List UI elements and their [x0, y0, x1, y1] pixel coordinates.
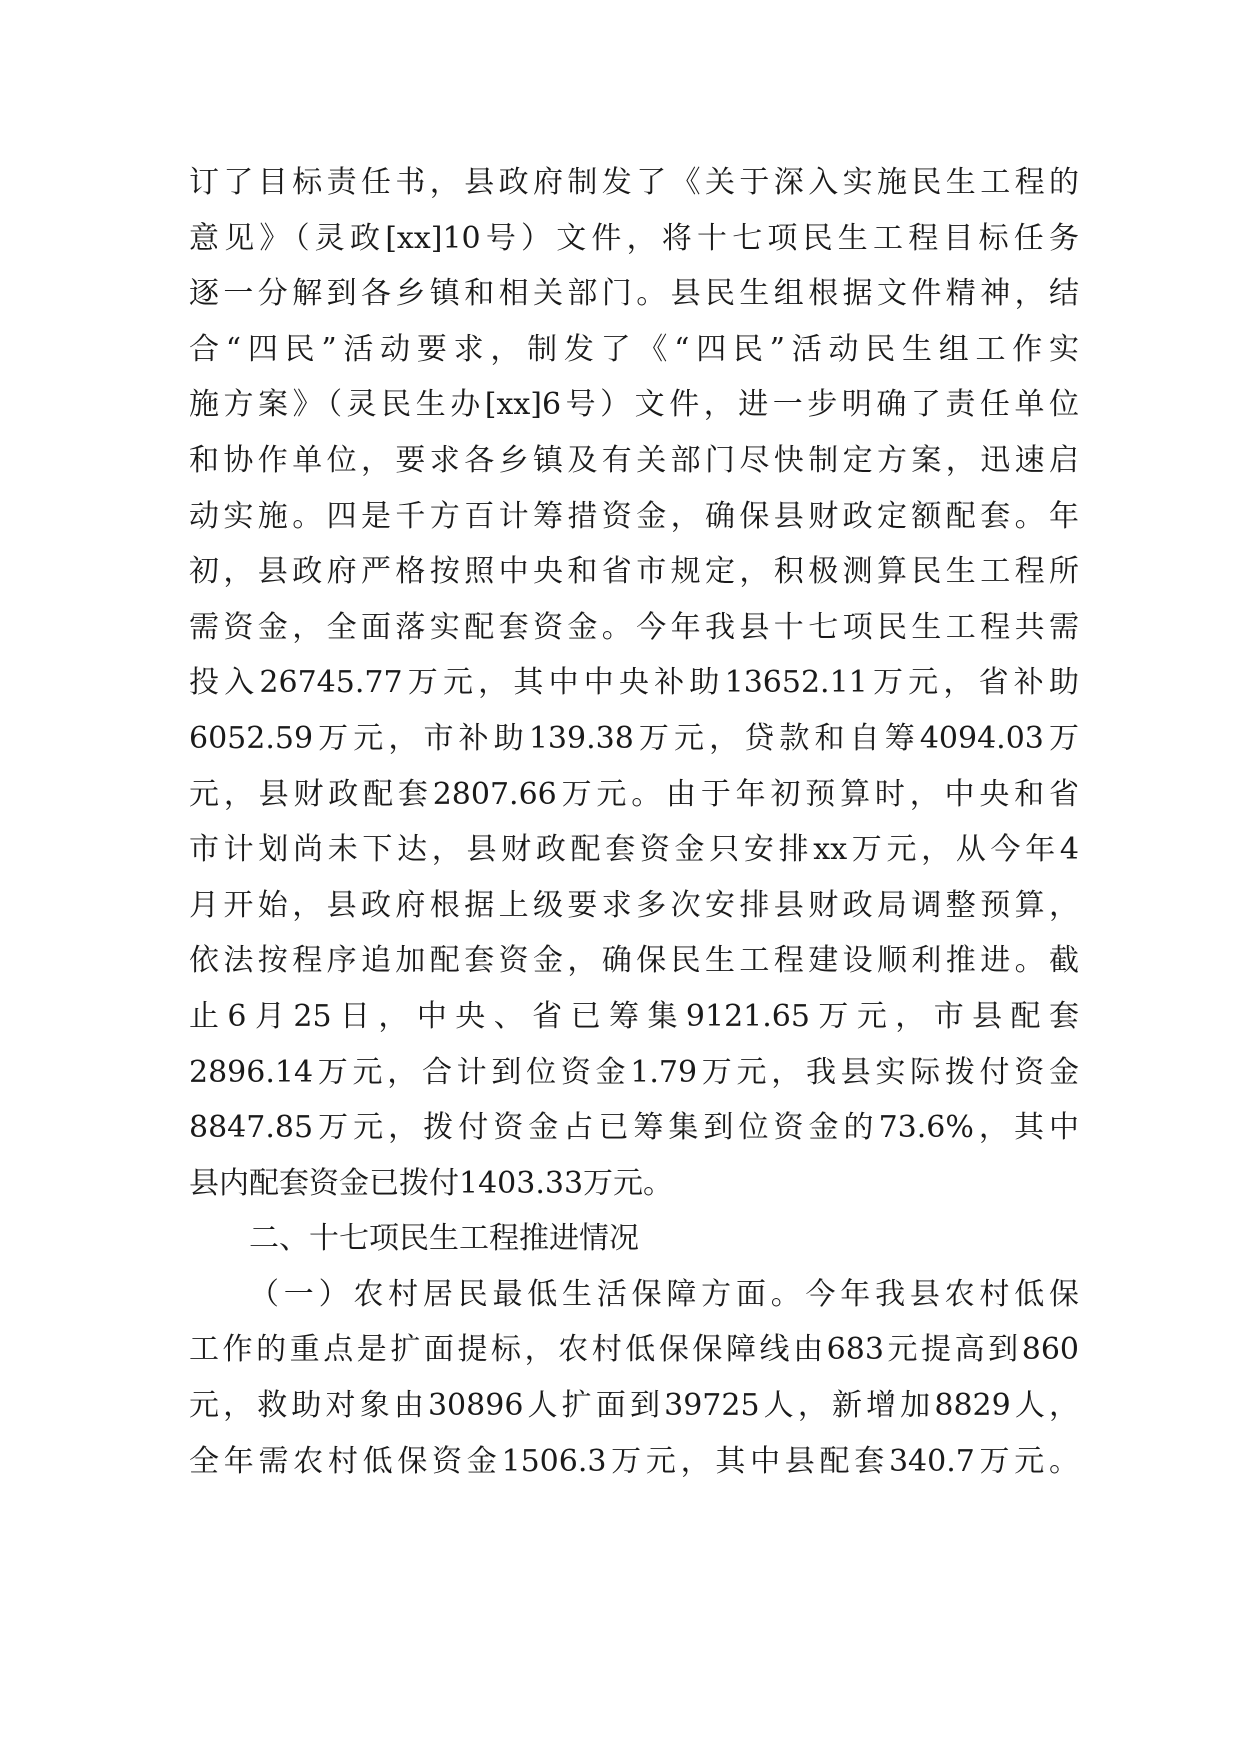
text-line: 止6月25日，中央、省已筹集9121.65万元，市县配套 [189, 998, 1079, 1034]
text-line: 合“四民”活动要求，制发了《“四民”活动民生组工作实 [189, 331, 1079, 367]
text-line: 施方案》（灵民生办[xx]6号）文件，进一步明确了责任单位 [189, 387, 1079, 423]
text-line: 6052.59万元，市补助139.38万元，贷款和自筹4094.03万 [189, 720, 1079, 756]
text-line: 投入26745.77万元，其中中央补助13652.11万元，省补助 [189, 665, 1079, 701]
text-line: 意见》（灵政[xx]10号）文件，将十七项民生工程目标任务 [189, 220, 1079, 256]
text-line: 县内配套资金已拨付1403.33万元。 [189, 1165, 674, 1201]
text-line: 2896.14万元，合计到位资金1.79万元，我县实际拨付资金 [189, 1054, 1079, 1090]
text-line: 动实施。四是千方百计筹措资金，确保县财政定额配套。年 [189, 498, 1079, 534]
text-line: 月开始，县政府根据上级要求多次安排县财政局调整预算， [189, 887, 1079, 923]
text-line: 元，救助对象由30896人扩面到39725人，新增加8829人， [189, 1388, 1079, 1424]
text-line: 工作的重点是扩面提标，农村低保保障线由683元提高到860 [189, 1332, 1079, 1368]
text-line: 初，县政府严格按照中央和省市规定，积极测算民生工程所 [189, 554, 1079, 590]
text-line: 订了目标责任书，县政府制发了《关于深入实施民生工程的 [189, 165, 1079, 200]
text-line: 需资金，全面落实配套资金。今年我县十七项民生工程共需 [189, 609, 1079, 645]
text-line: 全年需农村低保资金1506.3万元，其中县配套340.7万元。 [189, 1443, 1079, 1479]
text-line: （一）农村居民最低生活保障方面。今年我县农村低保 [249, 1276, 1079, 1312]
text-line: 逐一分解到各乡镇和相关部门。县民生组根据文件精神，结 [189, 276, 1079, 312]
text-line: 和协作单位，要求各乡镇及有关部门尽快制定方案，迅速启 [189, 442, 1079, 478]
text-line: 市计划尚未下达，县财政配套资金只安排xx万元，从今年4 [189, 832, 1079, 868]
body-text [189, 155, 1079, 1489]
text-line: 元，县财政配套2807.66万元。由于年初预算时，中央和省 [189, 776, 1079, 812]
text-line: 依法按程序追加配套资金，确保民生工程建设顺利推进。截 [189, 943, 1079, 979]
text-line: 8847.85万元，拨付资金占已筹集到位资金的73.6%，其中 [189, 1110, 1079, 1146]
section-heading: 二、十七项民生工程推进情况 [249, 1221, 639, 1257]
